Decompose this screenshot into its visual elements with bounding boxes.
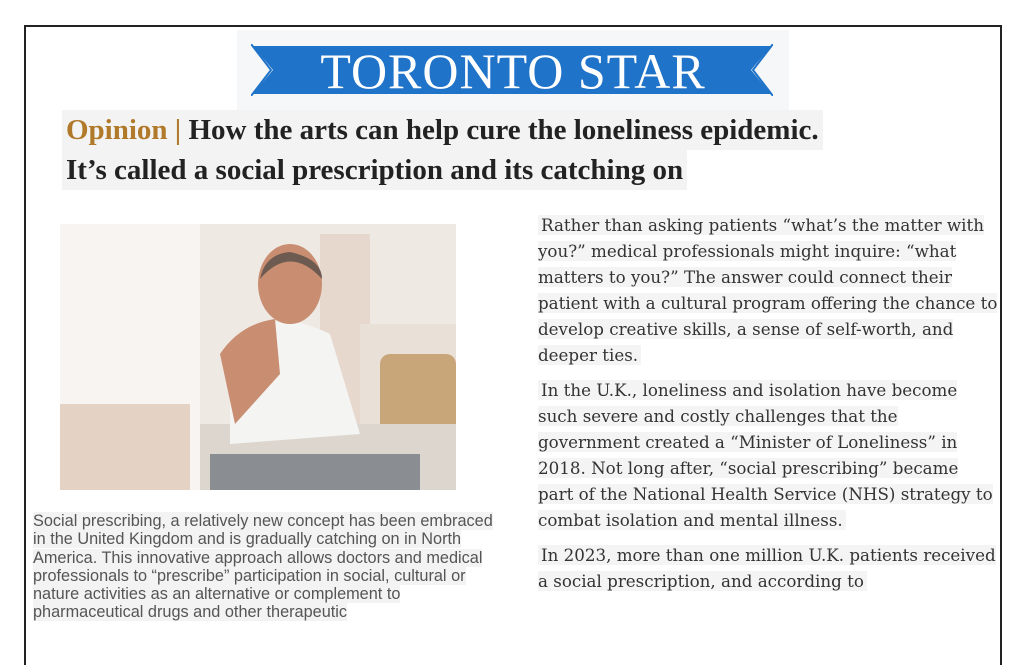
paragraph: In the U.K., loneliness and isolation have become such severe and costly challenges that the government created a “Minister of Loneliness” in 2018. Not long after, “social prescribing” became part of the National Health Service (NHS) strategy to combat isolation and mental illness. [538, 380, 993, 530]
article-photo-man-sitting [60, 224, 456, 490]
headline [62, 110, 823, 190]
logo-text: TORONTO STAR [320, 43, 706, 99]
headline-line-2: It’s called a social prescription and its catching on [62, 150, 687, 190]
photo-caption [33, 512, 503, 622]
article-body [538, 212, 998, 603]
masthead [237, 30, 789, 110]
headline-line-1: How the arts can help cure the loneliness epidemic. [188, 114, 819, 146]
paragraph: In 2023, more than one million U.K. patients received a social prescription, and according to [538, 545, 996, 591]
section-label: Opinion | [66, 114, 182, 146]
caption-text: Social prescribing, a relatively new concept has been embraced in the United Kingdom and is gradually catching on in North America. This innovative approach allows doctors and medical professionals to “prescribe” participation in social, cultural or nature activities as an alternative or complement to pharmaceutical drugs and other therapeutic [33, 512, 493, 622]
paragraph: Rather than asking patients “what’s the matter with you?” medical professionals might inquire: “what matters to you?” The answer could connect their patient with a cultural program offering the chance to develop creative skills, a sense of self-worth, and deeper ties. [538, 215, 998, 365]
